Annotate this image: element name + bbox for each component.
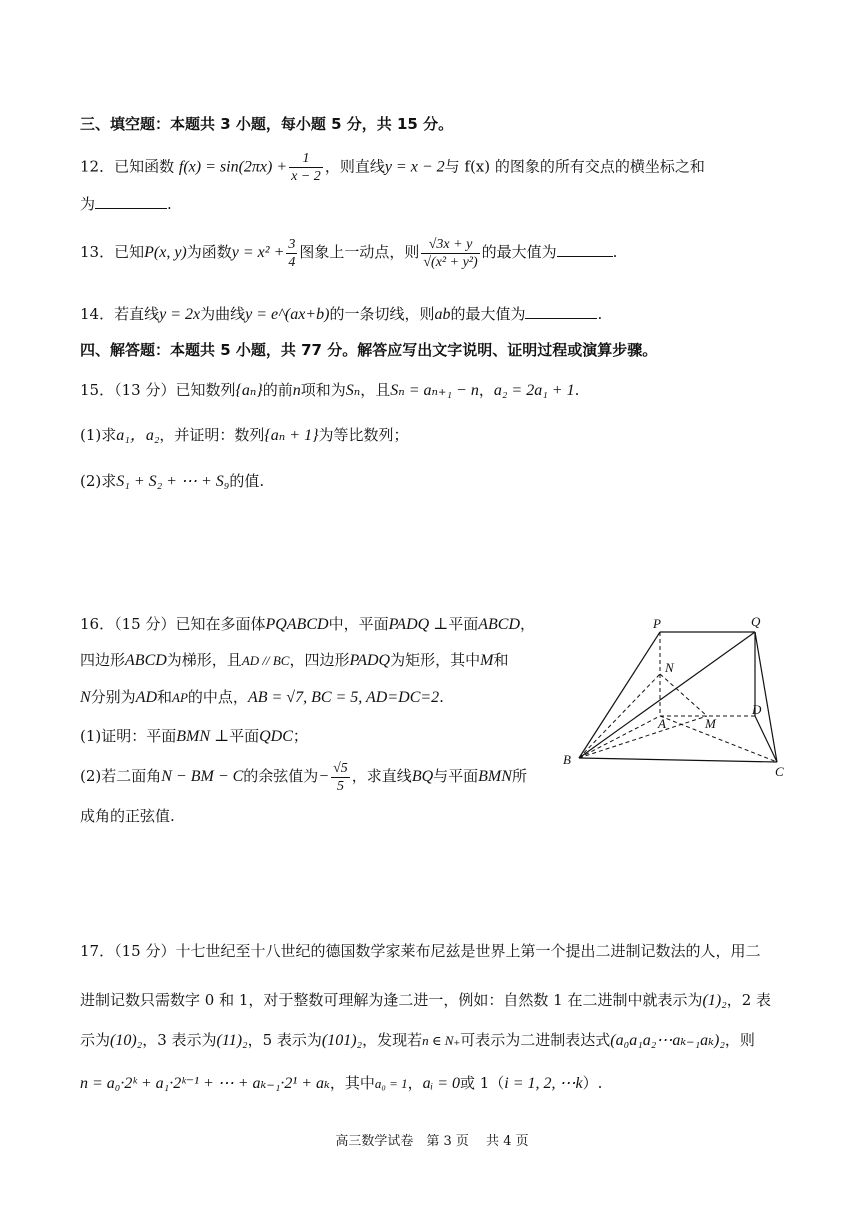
section-3-heading: 三、填空题：本题共 3 小题，每小题 5 分，共 15 分。	[80, 115, 454, 133]
q16-l2c: 为梯形，且	[166, 651, 242, 669]
q17-l3j: (a₀a₁a₂⋯aₖ₋₁aₖ)₂	[610, 1032, 725, 1049]
q17-l4a: n = a₀·2ᵏ + a₁·2ᵏ⁻¹ + ⋯ + aₖ₋₁·2¹ + aₖ	[80, 1075, 330, 1092]
q13-answer-blank	[557, 240, 613, 257]
q15-cond1: Sₙ = aₙ₊₁ − n	[390, 382, 479, 399]
question-15	[80, 380, 579, 401]
label-C: C	[775, 764, 784, 779]
label-B: B	[563, 752, 571, 767]
q12-frac-num: 1	[289, 150, 323, 168]
q17-l3b: (10)₂	[110, 1032, 143, 1049]
label-P: P	[653, 616, 661, 631]
q17-l3i: 可表示为二进制表达式	[460, 1031, 611, 1049]
edge-AC	[660, 716, 777, 762]
q15-t2: 项和为	[300, 381, 346, 399]
q12-frac-den: x − 2	[291, 169, 321, 184]
q13-number: 13．	[80, 243, 115, 261]
q17-l3a: 示为	[80, 1031, 111, 1049]
q16-l2d: AD // BC	[241, 653, 290, 668]
q15-n: n	[292, 382, 301, 399]
section-4-heading: 四、解答题：本题共 5 小题，共 77 分。解答应写出文字说明、证明过程或演算步骤。	[80, 341, 658, 359]
q15-p2-a: (2)求	[80, 472, 117, 490]
q17-l3d: (11)₂	[216, 1032, 248, 1049]
q16-p2d: −	[318, 768, 330, 785]
q17-l4f: 或 1（	[459, 1074, 505, 1092]
q16-l3b: 分别为	[90, 688, 136, 706]
q16-p2g: 与平面	[433, 767, 479, 785]
question-14	[80, 302, 602, 325]
q12-prefix: 已知函数	[114, 157, 175, 176]
q12-middle: ，则直线	[324, 157, 385, 176]
q13-mid: 为函数	[186, 243, 232, 261]
edge-BM	[579, 716, 707, 758]
q14-curve: y = e^(ax+b)	[245, 306, 330, 323]
question-17-line-3	[80, 1030, 755, 1051]
q14-ab: ab	[434, 306, 451, 323]
q15-t4: ，	[478, 381, 494, 399]
q17-l3k: ，则	[724, 1031, 755, 1049]
edge-BN	[579, 674, 660, 758]
q16-p2a: (2)若二面角	[80, 767, 162, 785]
q16-p2f: BQ	[411, 768, 434, 785]
q17-l4g: i = 1, 2, ⋯k	[504, 1075, 583, 1092]
q16-l3d: 和	[157, 688, 173, 706]
q16-p2b: N − BM − C	[161, 768, 244, 785]
q14-text4: 的最大值为	[450, 305, 526, 323]
q15-t3: ，且	[360, 381, 391, 399]
q16-l2f: PADQ	[349, 652, 391, 669]
q17-l3h: n ∈ N₊	[422, 1033, 461, 1048]
question-17-line-4	[80, 1073, 602, 1094]
polyhedron-figure	[555, 610, 795, 780]
q13-end: .	[612, 243, 618, 261]
q14-line: y = 2x	[159, 306, 201, 323]
q15-p1-b: a₁，a₂	[116, 427, 160, 444]
question-16-part-1	[80, 726, 308, 747]
question-16-line-2	[80, 650, 508, 671]
q16-l2b: ABCD	[125, 652, 167, 669]
q16-p2-den: 5	[336, 778, 344, 794]
question-17-line-1: 17．（15 分）十七世纪至十八世纪的德国数学家莱布尼兹是世界上第一个提出二进制记数法的人，用二	[80, 942, 761, 960]
edge-BC	[579, 758, 777, 762]
question-13	[80, 232, 617, 273]
q12-line-eq: y = x − 2	[384, 158, 445, 176]
q15-p1-a: (1)求	[80, 426, 117, 444]
q16-l1a: 16．（15 分）已知在多面体	[80, 615, 266, 633]
label-N: N	[665, 660, 674, 675]
label-D: D	[752, 702, 762, 717]
q17-l2c: ，2 表	[726, 991, 772, 1009]
q13-mid2: 图象上一动点，则	[299, 243, 420, 261]
q16-p1b: BMN ⊥	[176, 728, 230, 745]
edge-PB	[579, 632, 660, 758]
q17-l3c: ，3 表示为	[142, 1031, 217, 1049]
page-footer: 高三数学试卷 第 3 页 共 4 页	[335, 1134, 529, 1149]
question-15-part-2	[80, 471, 264, 492]
q15-sequence: {aₙ}	[235, 382, 263, 399]
q13-expr-den: √(x² + y²)	[423, 254, 478, 270]
q17-l3f: (101)₂	[321, 1032, 363, 1049]
q15-p1-c: ，并证明：数列	[159, 426, 265, 444]
q17-l4c: a₀ = 1	[374, 1076, 408, 1091]
q13-suffix: 的最大值为	[481, 243, 557, 261]
q15-p1-d: {aₙ + 1}	[264, 427, 319, 444]
q14-text1: 若直线	[114, 305, 160, 323]
q16-l1f: ABCD	[478, 616, 521, 633]
question-16-line-1	[80, 614, 535, 635]
q15-p2-b: S₁ + S₂ + ⋯ + S₉	[116, 473, 230, 490]
q16-l2e: ，四边形	[289, 651, 350, 669]
question-16-part-2	[80, 756, 527, 797]
q15-p2-c: 的值.	[229, 472, 265, 490]
q16-l1d: PADQ ⊥	[388, 616, 449, 633]
question-12-line-2	[80, 192, 172, 214]
q17-l4e: aᵢ = 0	[422, 1075, 460, 1092]
q17-l2b: (1)₂	[702, 992, 727, 1009]
q12-answer-blank	[95, 192, 167, 209]
q14-text2: 为曲线	[200, 305, 246, 323]
q16-l2i: 和	[493, 651, 509, 669]
q12-function: f(x) = sin(2πx) +	[178, 158, 288, 176]
label-Q: Q	[751, 614, 761, 629]
q17-l4d: ，	[407, 1074, 423, 1092]
q15-Sn: Sₙ	[345, 382, 361, 399]
q14-number: 14．	[80, 305, 115, 323]
q16-p2c: 的余弦值为	[243, 767, 319, 785]
q16-p1c: 平面	[229, 727, 260, 745]
q12-end: .	[167, 195, 172, 213]
label-M: M	[705, 716, 716, 731]
q16-l3f: 的中点，	[187, 688, 248, 706]
q16-l1g: ，	[520, 615, 536, 633]
q16-p2e: ，求直线	[351, 767, 412, 785]
q15-lead: 15．（13 分）已知数列	[80, 381, 236, 399]
q12-cont: 为	[80, 195, 96, 213]
q13-function: y = x² +	[231, 244, 285, 261]
q16-p2i: 所	[511, 767, 527, 785]
q16-l2h: M	[480, 652, 494, 669]
q16-p1e: ；	[292, 727, 308, 745]
question-16-line-3	[80, 687, 444, 708]
q14-end: .	[597, 305, 603, 323]
question-12-line-1	[80, 150, 705, 185]
q13-prefix: 已知	[114, 243, 145, 261]
q16-l3g: AB = √7, BC = 5, AD=DC=2	[247, 689, 440, 706]
q17-l3e: ，5 表示为	[247, 1031, 322, 1049]
q16-l3c: AD	[135, 689, 158, 706]
q16-l2g: 为矩形，其中	[390, 651, 481, 669]
edge-BQ	[579, 632, 755, 758]
q14-answer-blank	[525, 302, 597, 319]
q12-suffix: 与 f(x) 的图象的所有交点的横坐标之和	[444, 157, 705, 176]
question-17-line-2	[80, 990, 771, 1011]
q16-l2a: 四边形	[80, 651, 126, 669]
q13-point: P(x, y)	[144, 244, 187, 261]
q17-l2a: 进制记数只需数字 0 和 1，对于整数可理解为逢二进一，例如：自然数 1 在二进制中就表示为	[80, 991, 703, 1009]
edge-QC	[755, 632, 777, 762]
q13-expression	[421, 236, 479, 271]
q16-l3e: AP	[172, 690, 188, 705]
q13-frac-num: 3	[288, 236, 296, 252]
q13-expr-num: √3x + y	[421, 236, 479, 254]
q15-p1-e: 为等比数列；	[318, 426, 409, 444]
q16-l3h: .	[439, 688, 444, 706]
q16-l3a: N	[80, 689, 91, 706]
q16-p1d: QDC	[259, 728, 293, 745]
q16-cos-fraction	[331, 760, 350, 795]
q17-l4b: ，其中	[329, 1074, 375, 1092]
question-15-part-1	[80, 425, 409, 446]
q16-p2h: BMN	[478, 768, 512, 785]
q16-p1a: (1)证明：平面	[80, 727, 177, 745]
q16-p2-num: √5	[333, 760, 348, 776]
q12-fraction	[289, 150, 323, 185]
q16-l1e: 平面	[448, 615, 479, 633]
q15-cond2: a₂ = 2a₁ + 1	[493, 382, 575, 399]
q15-t1: 的前	[262, 381, 293, 399]
label-A: A	[658, 716, 666, 731]
edge-BA	[579, 716, 660, 758]
q13-fraction	[286, 236, 297, 271]
q14-text3: 的一条切线，则	[329, 305, 435, 323]
q15-t5: .	[574, 381, 580, 399]
q16-l1b: PQABCD	[265, 616, 329, 633]
question-16-line-last: 成角的正弦值.	[80, 807, 175, 825]
q17-l4h: ）.	[582, 1074, 603, 1092]
q12-number: 12．	[80, 157, 115, 176]
q13-frac-den: 4	[288, 254, 296, 270]
q17-l3g: ，发现若	[362, 1031, 423, 1049]
q16-l1c: 中，平面	[328, 615, 389, 633]
